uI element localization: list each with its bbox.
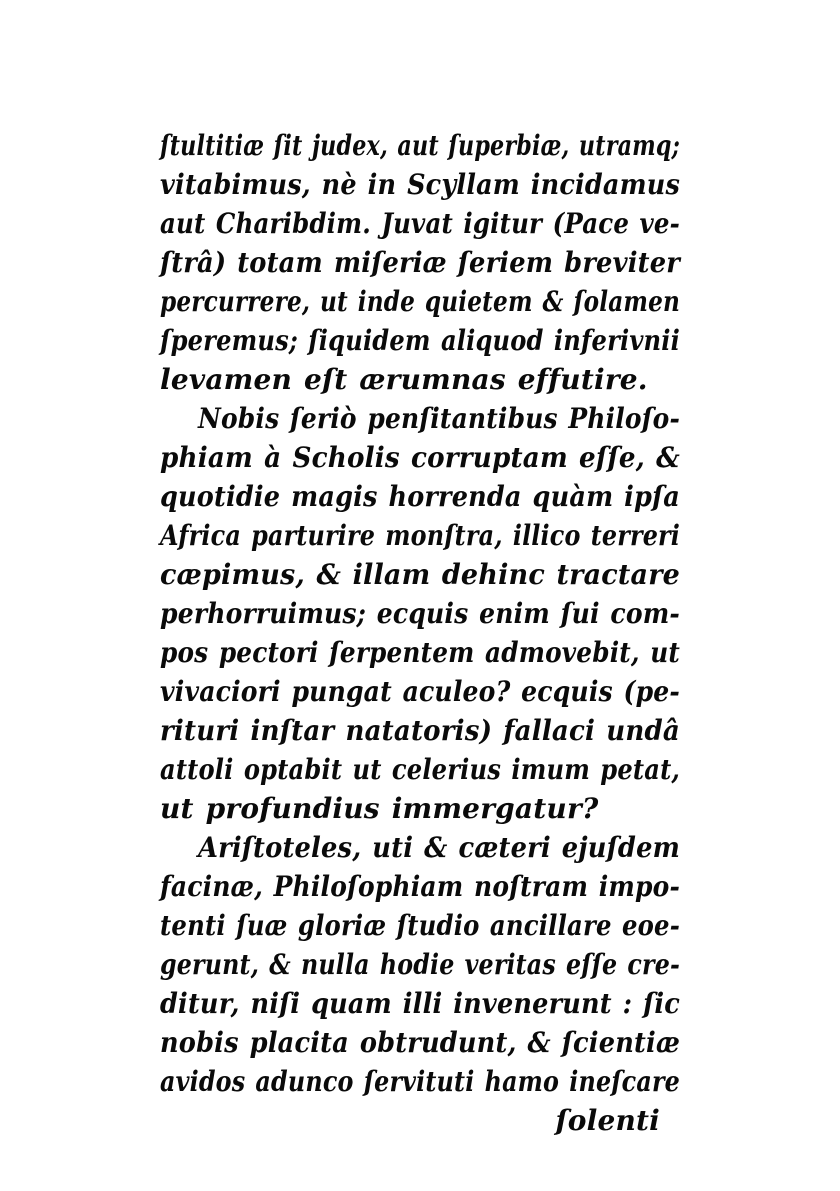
- text-line: nobis placita obtrudunt, & ſcientiæ: [160, 1026, 680, 1059]
- text-line: ditur, niſi quam illi invenerunt : ſic: [160, 987, 680, 1020]
- text-line: facinæ, Philoſophiam noſtram impo-: [160, 870, 680, 903]
- text-line: Africa parturire monſtra, illico terreri: [160, 519, 680, 552]
- text-line: pos pectori ſerpentem admovebit, ut: [160, 636, 680, 669]
- text-line: avidos adunco ſervituti hamo ineſcare: [160, 1065, 680, 1098]
- text-line: phiam à Scholis corruptam eſſe, &: [160, 441, 680, 474]
- text-line: attoli optabit ut celerius imum petat,: [160, 753, 680, 786]
- text-line: aut Charibdim. Juvat igitur (Pace ve-: [160, 207, 680, 240]
- text-line: tenti ſuæ gloriæ ſtudio ancillare eoe-: [160, 909, 680, 942]
- text-line: rituri inſtar natatoris) fallaci undâ: [160, 714, 680, 747]
- body-text: [160, 126, 680, 1140]
- text-line: vivaciori pungat aculeo? ecquis (pe-: [160, 675, 680, 708]
- text-line: Nobis ſeriò penſitantibus Philoſo-: [198, 402, 680, 435]
- text-line: ut profundius immergatur?: [160, 792, 599, 825]
- text-line: Ariſtoteles, uti & cæteri ejuſdem: [198, 831, 680, 864]
- catchword: ſolenti: [555, 1104, 660, 1137]
- text-line: perhorruimus; ecquis enim ſui com-: [160, 597, 680, 630]
- text-line: vitabimus, nè in Scyllam incidamus: [160, 168, 680, 201]
- text-line: ſperemus; ſiquidem aliquod inferivnii: [160, 324, 680, 357]
- text-line: percurrere, ut inde quietem & ſolamen: [160, 285, 680, 318]
- text-line: ſtultitiæ ſit judex, aut ſuperbiæ, utramq;: [160, 129, 680, 162]
- text-line: ſtrâ) totam miſeriæ ſeriem breviter: [160, 246, 680, 279]
- text-line: quotidie magis horrenda quàm ipſa: [160, 480, 680, 513]
- text-line: levamen eſt ærumnas effutire.: [160, 363, 648, 396]
- text-line: gerunt, & nulla hodie veritas eſſe cre-: [160, 948, 680, 981]
- text-line: cæpimus, & illam dehinc tractare: [160, 558, 680, 591]
